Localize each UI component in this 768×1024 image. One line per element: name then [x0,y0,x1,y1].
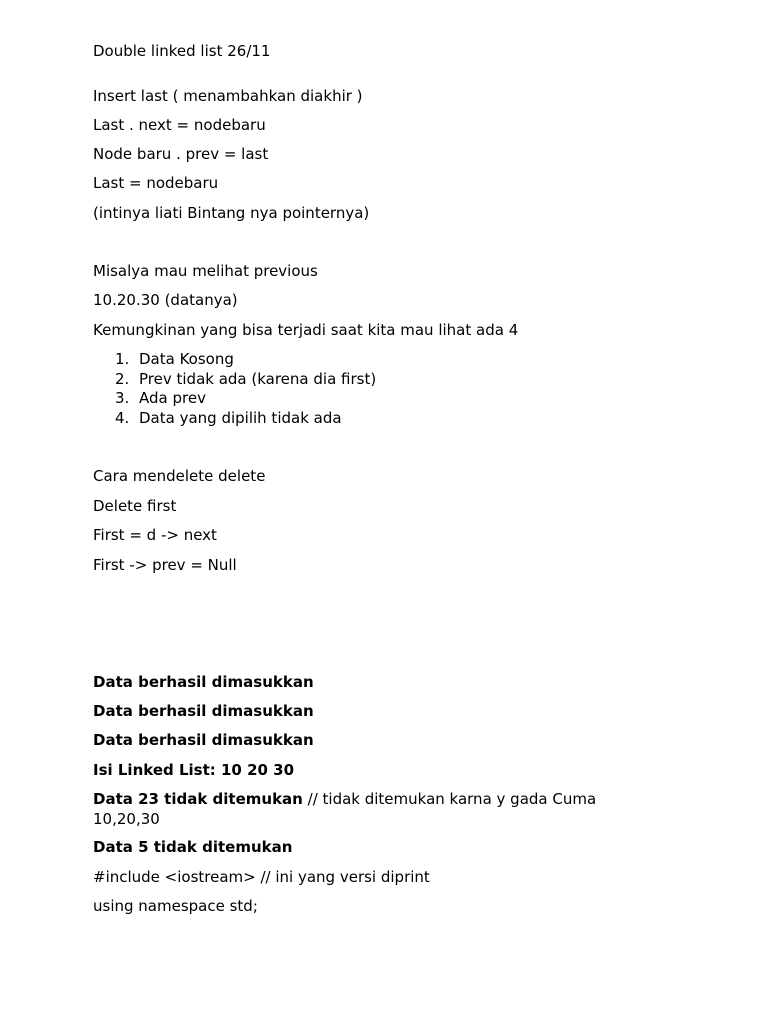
list-text: Prev tidak ada (karena dia first) [139,370,377,388]
delete-line: First -> prev = Null [93,556,237,574]
list-number: 3. [115,389,130,407]
list-text: Data yang dipilih tidak ada [139,409,342,427]
delete-line: First = d -> next [93,526,217,544]
not-found-23-note: // tidak ditemukan karna y gada Cuma 10,20,30 [93,790,597,828]
not-found-23-line [93,789,633,829]
list-text: Ada prev [139,389,206,407]
list-number: 1. [115,350,130,368]
insert-last-heading: Insert last ( menambahkan diakhir ) [93,87,363,105]
list-number: 4. [115,409,130,427]
delete-line: Delete first [93,497,177,515]
insert-last-line: Last = nodebaru [93,174,219,192]
previous-line: Misalya mau melihat previous [93,262,318,280]
insert-last-line: Last . next = nodebaru [93,116,266,134]
code-line: #include <iostream> // ini yang versi diprint [93,868,430,886]
delete-line: Cara mendelete delete [93,467,266,485]
list-number: 2. [115,370,130,388]
output-line: Data berhasil dimasukkan [93,731,314,749]
previous-line: Kemungkinan yang bisa terjadi saat kita mau lihat ada 4 [93,321,519,339]
list-item [115,408,342,428]
list-item [115,349,234,369]
list-text: Data Kosong [139,350,234,368]
previous-line: 10.20.30 (datanya) [93,291,238,309]
output-line: Data 5 tidak ditemukan [93,838,293,856]
output-line: Data berhasil dimasukkan [93,673,314,691]
insert-last-line: Node baru . prev = last [93,145,269,163]
not-found-23-bold: Data 23 tidak ditemukan [93,790,303,808]
output-line: Isi Linked List: 10 20 30 [93,761,295,779]
list-item [115,369,376,389]
document-title: Double linked list 26/11 [93,42,271,60]
output-line: Data berhasil dimasukkan [93,702,314,720]
insert-last-line: (intinya liati Bintang nya pointernya) [93,204,370,222]
list-item [115,388,206,408]
code-line: using namespace std; [93,897,258,915]
